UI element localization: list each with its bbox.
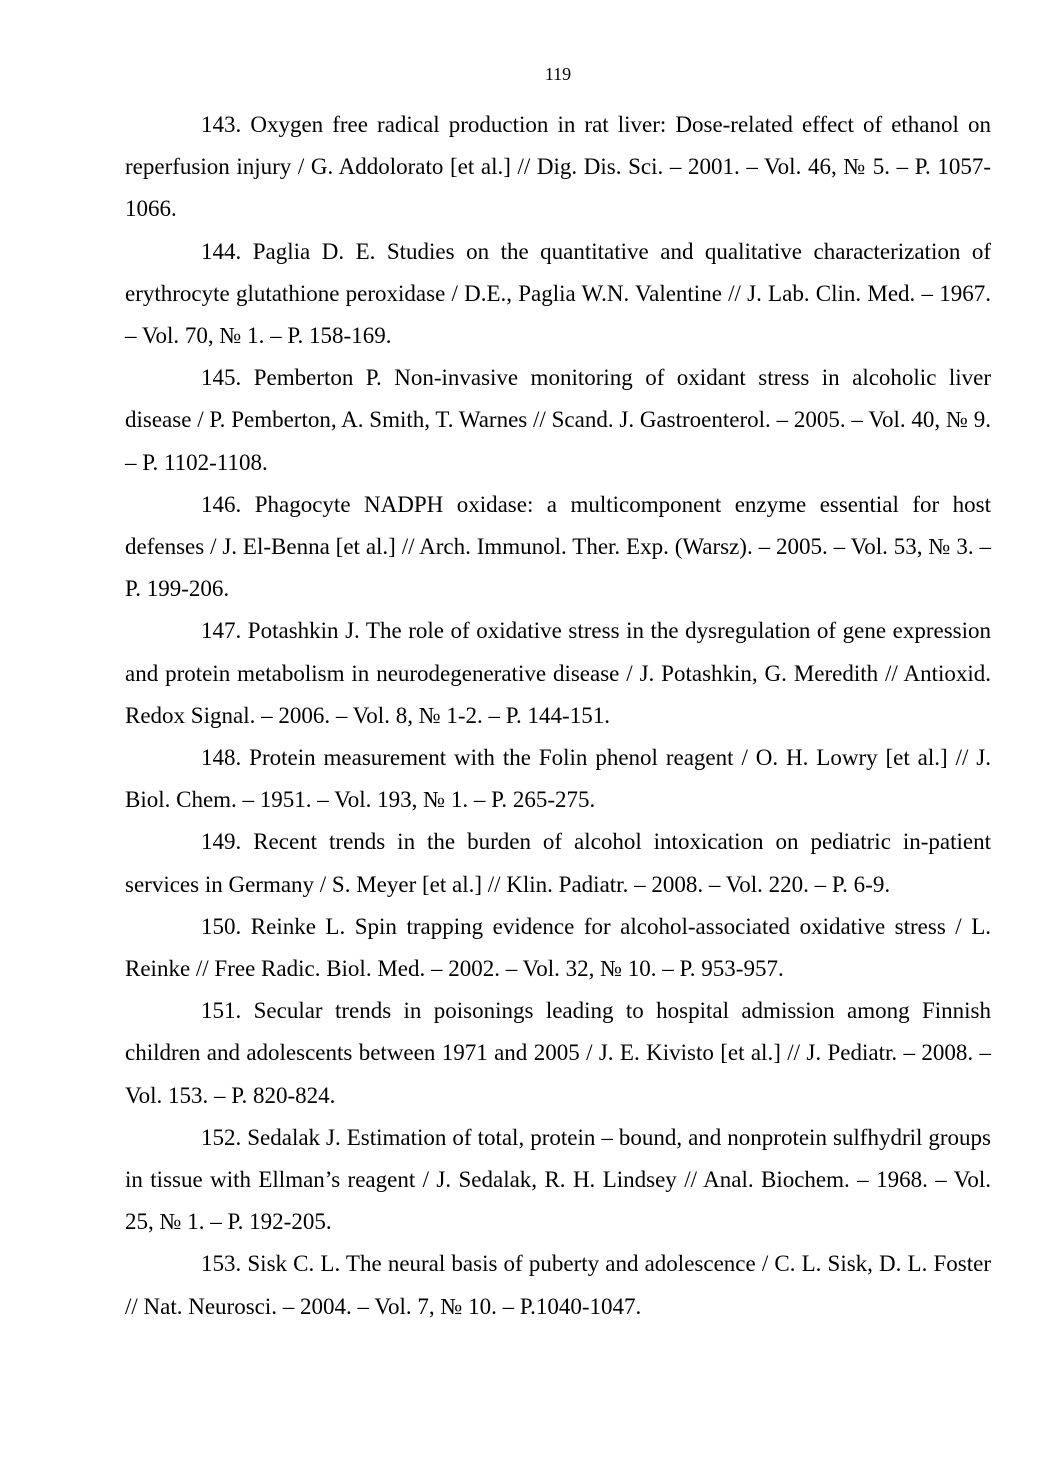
reference-147: 147. Potashkin J. The role of oxidative stress in the dysregulation of gene expression and protein metabolism in neurodegenerative disease / J. Potashkin, G. Meredith // Antioxid. Redox Signal. – 2006. – Vol. 8, № 1-2. – P. 144-151. (125, 618, 991, 728)
reference-150: 150. Reinke L. Spin trapping evidence for alcohol-associated oxidative stress / L. Reinke // Free Radic. Biol. Med. – 2002. – Vol. 32, № 10. – P. 953-957. (125, 913, 991, 982)
reference-151: 151. Secular trends in poisonings leading to hospital admission among Finnish children and adolescents between 1971 and 2005 / J. E. Kivisto [et al.] // J. Pediatr. – 2008. – Vol. 153. – P. 820-824. (125, 998, 991, 1108)
reference-152: 152. Sedalak J. Estimation of total, protein – bound, and nonprotein sulfhydril groups in tissue with Ellman’s reagent / J. Sedalak, R. H. Lindsey // Anal. Biochem. – 1968. – Vol. 25, № 1. – P. 192-205. (125, 1124, 991, 1235)
reference-146: 146. Phagocyte NADPH oxidase: a multicomponent enzyme essential for host defenses / J. El-Benna [et al.] // Arch. Immunol. Ther. Exp. (Warsz). – 2005. – Vol. 53, № 3. – P. 199-206. (125, 491, 991, 602)
reference-153: 153. Sisk C. L. The neural basis of puberty and adolescence / C. L. Sisk, D. L. Foster // Nat. Neurosci. – 2004. – Vol. 7, № 10. – P.1040-1047. (125, 1251, 991, 1319)
reference-list (125, 104, 991, 1328)
page-number: 119 (544, 64, 572, 84)
reference-145: 145. Pemberton P. Non-invasive monitoring of oxidant stress in alcoholic liver disease / P. Pemberton, A. Smith, T. Warnes // Scand. J. Gastroenterol. – 2005. – Vol. 40, № 9. – P. 1102-1108. (125, 365, 991, 475)
reference-143: 143. Oxygen free radical production in rat liver: Dose-related effect of ethanol on reperfusion injury / G. Addolorato [et al.] // Dig. Dis. Sci. – 2001. – Vol. 46, № 5. – P. 1057-1066. (125, 112, 991, 222)
reference-144: 144. Paglia D. E. Studies on the quantitative and qualitative characterization of erythrocyte glutathione peroxidase / D.E., Paglia W.N. Valentine // J. Lab. Clin. Med. – 1967. – Vol. 70, № 1. – P. 158-169. (125, 238, 991, 349)
reference-149: 149. Recent trends in the burden of alcohol intoxication on pediatric in-patient services in Germany / S. Meyer [et al.] // Klin. Padiatr. – 2008. – Vol. 220. – P. 6-9. (125, 829, 991, 897)
reference-148: 148. Protein measurement with the Folin phenol reagent / O. H. Lowry [et al.] // J. Biol. Chem. – 1951. – Vol. 193, № 1. – P. 265-275. (125, 745, 991, 813)
